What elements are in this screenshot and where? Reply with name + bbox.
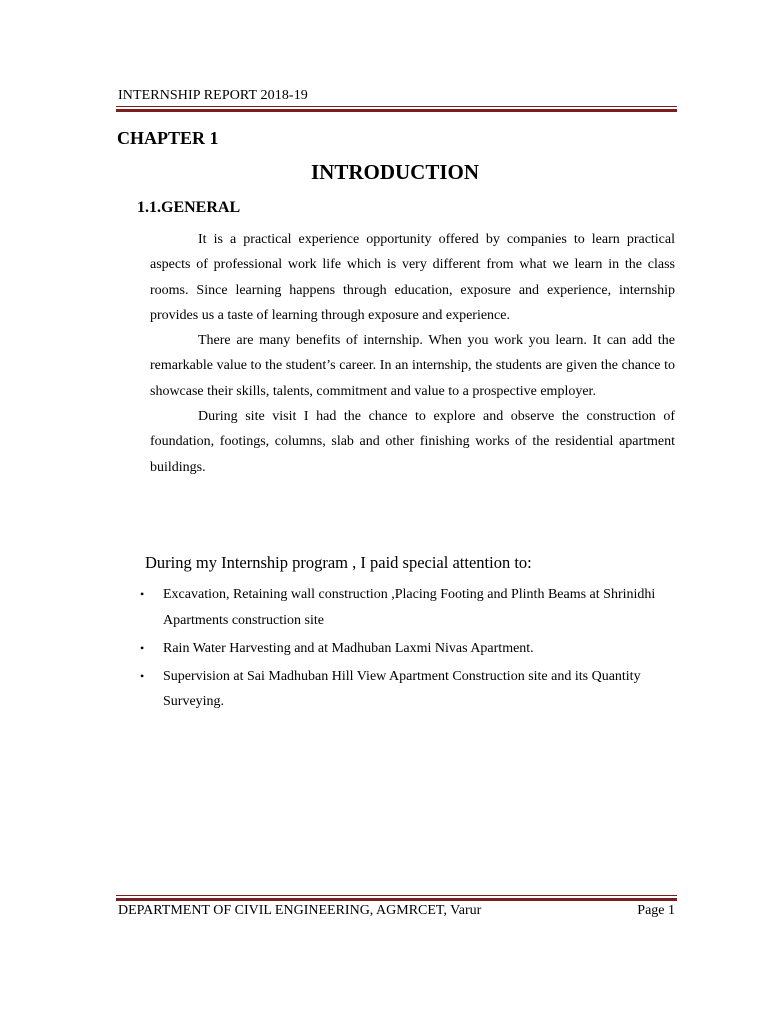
- chapter-label: CHAPTER 1: [117, 128, 219, 148]
- footer-department: DEPARTMENT OF CIVIL ENGINEERING, AGMRCET, Varur: [118, 903, 482, 918]
- list-item: [137, 664, 677, 715]
- attention-intro: During my Internship program , I paid special attention to:: [145, 553, 532, 572]
- bullet-icon: •: [140, 587, 145, 601]
- page-number: Page 1: [637, 903, 675, 918]
- section-body: [150, 227, 675, 480]
- bullet-icon: •: [140, 668, 145, 683]
- running-header: INTERNSHIP REPORT 2018-19: [118, 88, 308, 103]
- header-rule-thin: [116, 106, 677, 107]
- chapter-title: INTRODUCTION: [310, 160, 480, 184]
- attention-list: [137, 582, 677, 717]
- footer-rule-thick: [116, 898, 677, 901]
- paragraph: During site visit I had the chance to explore and observe the construction of foundation, footings, columns, slab and other finishing works of the residential apartment buildings.: [150, 409, 675, 475]
- footer-rule-thin: [116, 895, 677, 896]
- list-item: [137, 582, 677, 633]
- header-rule-thick: [116, 109, 677, 112]
- section-heading: 1.1.GENERAL: [137, 199, 241, 216]
- list-item-text: Rain Water Harvesting and at Madhuban Laxmi Nivas Apartment.: [163, 640, 534, 656]
- paragraph: It is a practical experience opportunity offered by companies to learn practical aspects of professional work life which is very different from what we learn in the class rooms. Since learning happens through education, exposure and experience, internship provides us a taste of learning through exposure and experience.: [150, 232, 675, 323]
- list-item: [137, 636, 677, 662]
- footer-rule: [116, 895, 677, 901]
- bullet-icon: •: [140, 640, 145, 655]
- list-item-text: Excavation, Retaining wall construction ,Placing Footing and Plinth Beams at Shrinidhi Apartments construction site: [163, 587, 656, 628]
- header-rule: [116, 106, 677, 112]
- paragraph: There are many benefits of internship. When you work you learn. It can add the remarkable value to the student’s career. In an internship, the students are given the chance to showcase their skills, talents, commitment and value to a prospective employer.: [150, 333, 675, 399]
- list-item-text: Supervision at Sai Madhuban Hill View Apartment Construction site and its Quantity Surveying.: [163, 668, 641, 709]
